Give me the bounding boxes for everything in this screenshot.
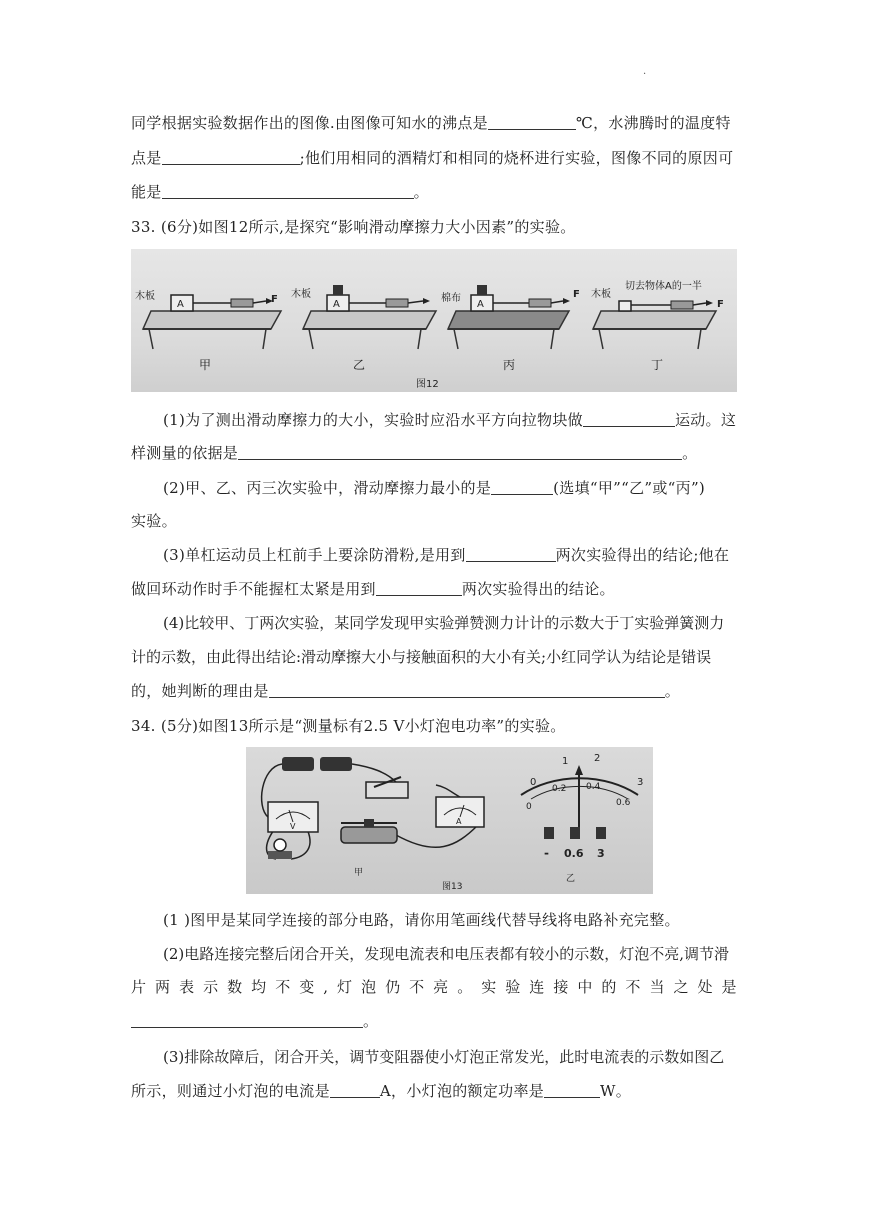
q34-text: 所示，则通过小灯泡的电流是 xyxy=(131,1082,330,1100)
answer-blank-current[interactable] xyxy=(330,1082,380,1098)
rheostat xyxy=(341,819,397,843)
justified-char: 亮 xyxy=(433,978,449,996)
figure-12-caption: 图12 xyxy=(416,379,439,390)
q34-p3-line-1: (3)排除故障后，闭合开关，调节变阻器使小灯泡正常发光，此时电流表的示数如图乙 xyxy=(163,1048,725,1066)
q33-p1-line-2 xyxy=(131,443,737,463)
q34-p1: (1 )图甲是某同学连接的部分电路，请你用笔画线代替导线将电路补充完整。 xyxy=(163,911,680,929)
terminal-label-06: 0.6 xyxy=(564,847,584,860)
panel-label-jia: 甲 xyxy=(199,358,212,372)
justified-char: 处 xyxy=(697,978,713,996)
q32-text: 。 xyxy=(413,183,429,201)
scale-bottom-0: 0 xyxy=(526,802,532,812)
q33-p3-line-2 xyxy=(131,579,737,599)
figure-12-drawing xyxy=(131,249,737,392)
label-block-yi: A xyxy=(333,299,340,310)
q32-text: ;他们用相同的酒精灯和相同的烧杯进行实验，图像不同的原因可 xyxy=(299,149,734,167)
justified-char: 中 xyxy=(577,978,593,996)
q33-text: (3)单杠运动员上杠前手上要涂防滑粉,是用到 xyxy=(163,546,466,564)
q32-text: 能是 xyxy=(131,183,162,201)
q33-text: 运动。这 xyxy=(674,411,737,429)
justified-char: 当 xyxy=(649,978,665,996)
terminal-minus xyxy=(544,827,554,839)
panel-ding xyxy=(593,300,716,349)
q33-text: (1)为了测出滑动摩擦力的大小，实验时应沿水平方向拉物块做 xyxy=(163,411,583,429)
q33-text: 两次实验得出的结论;他在 xyxy=(555,546,730,564)
justified-char: 表 xyxy=(179,978,195,996)
battery-1 xyxy=(282,757,314,771)
panel-yi xyxy=(303,285,436,349)
figure-13-caption: 图13 xyxy=(442,882,463,892)
label-block-bing: A xyxy=(477,299,484,310)
terminal-label-minus: - xyxy=(544,846,549,860)
justified-char: , xyxy=(323,978,329,996)
justified-char: 均 xyxy=(251,978,267,996)
figure-12 xyxy=(131,249,737,392)
q33-text: 样测量的依据是 xyxy=(131,444,239,462)
label-jia: 甲 xyxy=(354,868,364,878)
scale-bottom-2: 0.4 xyxy=(586,782,601,792)
scale-top-3: 3 xyxy=(637,777,644,788)
answer-blank-experiments-1[interactable] xyxy=(466,546,556,562)
justified-char: 验 xyxy=(505,978,521,996)
label-meter-v: V xyxy=(290,822,296,831)
q33-text: 。 xyxy=(682,444,698,462)
terminal-label-3: 3 xyxy=(597,847,605,860)
battery-2 xyxy=(320,757,352,771)
scale-top-2: 2 xyxy=(594,753,601,764)
q32-line-3 xyxy=(131,182,737,202)
q33-text: 做回环动作时手不能握杠太紧是用到 xyxy=(131,580,376,598)
q32-text: 点是 xyxy=(131,149,162,167)
scale-bottom-3: 0.6 xyxy=(616,798,631,808)
answer-blank-smallest-friction[interactable] xyxy=(491,479,553,495)
switch xyxy=(366,777,408,798)
justified-char: 两 xyxy=(155,978,171,996)
q34-p3-line-2 xyxy=(131,1081,737,1101)
label-cut-ding: 切去物体A的一半 xyxy=(625,281,702,292)
q32-text: ℃，水沸腾时的温度特 xyxy=(575,114,731,132)
q34-p2-line-2 xyxy=(131,977,737,997)
q33-title: 33. (6分)如图12所示,是探究“影响滑动摩擦力大小因素”的实验。 xyxy=(131,218,576,236)
justified-char: 灯 xyxy=(337,978,353,996)
label-force-ding: F xyxy=(717,299,724,310)
panel-label-yi: 乙 xyxy=(353,358,366,372)
q33-p4-line-2: 计的示数，由此得出结论:滑动摩擦大小与接触面积的大小有关;小红同学认为结论是错误 xyxy=(131,648,712,666)
justified-char: 不 xyxy=(409,978,425,996)
bulb xyxy=(268,839,292,859)
label-cotton-bing: 棉布 xyxy=(441,293,461,304)
figure-13 xyxy=(246,747,653,894)
q34-title: 34. (5分)如图13所示是“测量标有2.5 V小灯泡电功率”的实验。 xyxy=(131,717,566,735)
panel-jia xyxy=(143,295,281,349)
q33-p2-line-2: 实验。 xyxy=(131,512,177,530)
label-wood-jia: 木板 xyxy=(135,291,155,302)
q34-p2-line-3 xyxy=(131,1011,737,1031)
q33-p1-line-1 xyxy=(163,410,737,430)
scale-bottom-1: 0.2 xyxy=(552,784,567,794)
answer-blank-boiling-point[interactable] xyxy=(488,114,576,130)
q34-text: 。 xyxy=(363,1012,379,1030)
justified-char: 连 xyxy=(529,978,545,996)
justified-char: 不 xyxy=(625,978,641,996)
panel-label-bing: 丙 xyxy=(503,358,516,372)
answer-blank-experiments-2[interactable] xyxy=(376,580,462,596)
justified-char: 泡 xyxy=(361,978,377,996)
scale-top-0: 0 xyxy=(530,777,537,788)
q34-text: A，小灯泡的额定功率是 xyxy=(379,1082,545,1100)
justified-char: 之 xyxy=(673,978,689,996)
q33-text: (2)甲、乙、丙三次实验中，滑动摩擦力最小的是 xyxy=(163,479,492,497)
label-force-jia: F xyxy=(271,294,278,305)
label-wood-yi: 木板 xyxy=(291,289,311,300)
justified-char: 接 xyxy=(553,978,569,996)
header-dot: . xyxy=(643,66,647,77)
terminal-06 xyxy=(570,827,580,839)
q32-line-1 xyxy=(131,113,737,133)
panel-bing xyxy=(448,285,570,349)
q33-text: 的，她判断的理由是 xyxy=(131,682,269,700)
justified-char: 片 xyxy=(131,978,147,996)
justified-char: 是 xyxy=(721,978,737,996)
justified-char: 示 xyxy=(203,978,219,996)
answer-blank-improper-connection[interactable] xyxy=(131,1012,363,1028)
justified-char: 的 xyxy=(601,978,617,996)
justified-char: 变 xyxy=(299,978,315,996)
label-wood-ding: 木板 xyxy=(591,289,611,300)
scale-top-1: 1 xyxy=(562,756,569,767)
q33-p4-line-3 xyxy=(131,681,737,701)
justified-char: 。 xyxy=(457,978,473,996)
q34-text: W。 xyxy=(600,1082,632,1100)
label-yi: 乙 xyxy=(566,874,576,884)
q33-text: 两次实验得出的结论。 xyxy=(461,580,615,598)
answer-blank-judgment-reason[interactable] xyxy=(269,682,665,698)
answer-blank-motion[interactable] xyxy=(583,411,675,427)
q32-line-2 xyxy=(131,148,737,168)
panel-label-ding: 丁 xyxy=(651,358,664,372)
q32-text: 同学根据实验数据作出的图像.由图像可知水的沸点是 xyxy=(131,114,488,132)
figure-13-drawing xyxy=(246,747,653,894)
answer-blank-temperature-feature[interactable] xyxy=(162,149,300,165)
answer-blank-reason[interactable] xyxy=(162,183,414,199)
justified-char: 不 xyxy=(275,978,291,996)
q33-p4-line-1: (4)比较甲、丁两次实验，某同学发现甲实验弹赞测力计计的示数大于丁实验弹簧测力 xyxy=(163,614,725,632)
q33-p2-line-1 xyxy=(163,478,737,498)
answer-blank-basis[interactable] xyxy=(238,444,682,460)
answer-blank-rated-power[interactable] xyxy=(544,1082,600,1098)
justified-char: 仍 xyxy=(385,978,401,996)
justified-char: 实 xyxy=(481,978,497,996)
q33-p3-line-1 xyxy=(163,545,737,565)
q33-text: (选填“甲”“乙”或“丙”) xyxy=(553,479,706,497)
label-force-bing: F xyxy=(573,289,580,300)
q33-text: 。 xyxy=(664,682,681,700)
justified-char: 数 xyxy=(227,978,243,996)
label-block-jia: A xyxy=(177,299,184,310)
label-meter-a: A xyxy=(456,817,462,826)
q34-p2-line-1: (2)电路连接完整后闭合开关，发现电流表和电压表都有较小的示数，灯泡不亮,调节滑 xyxy=(163,945,730,963)
terminal-3 xyxy=(596,827,606,839)
